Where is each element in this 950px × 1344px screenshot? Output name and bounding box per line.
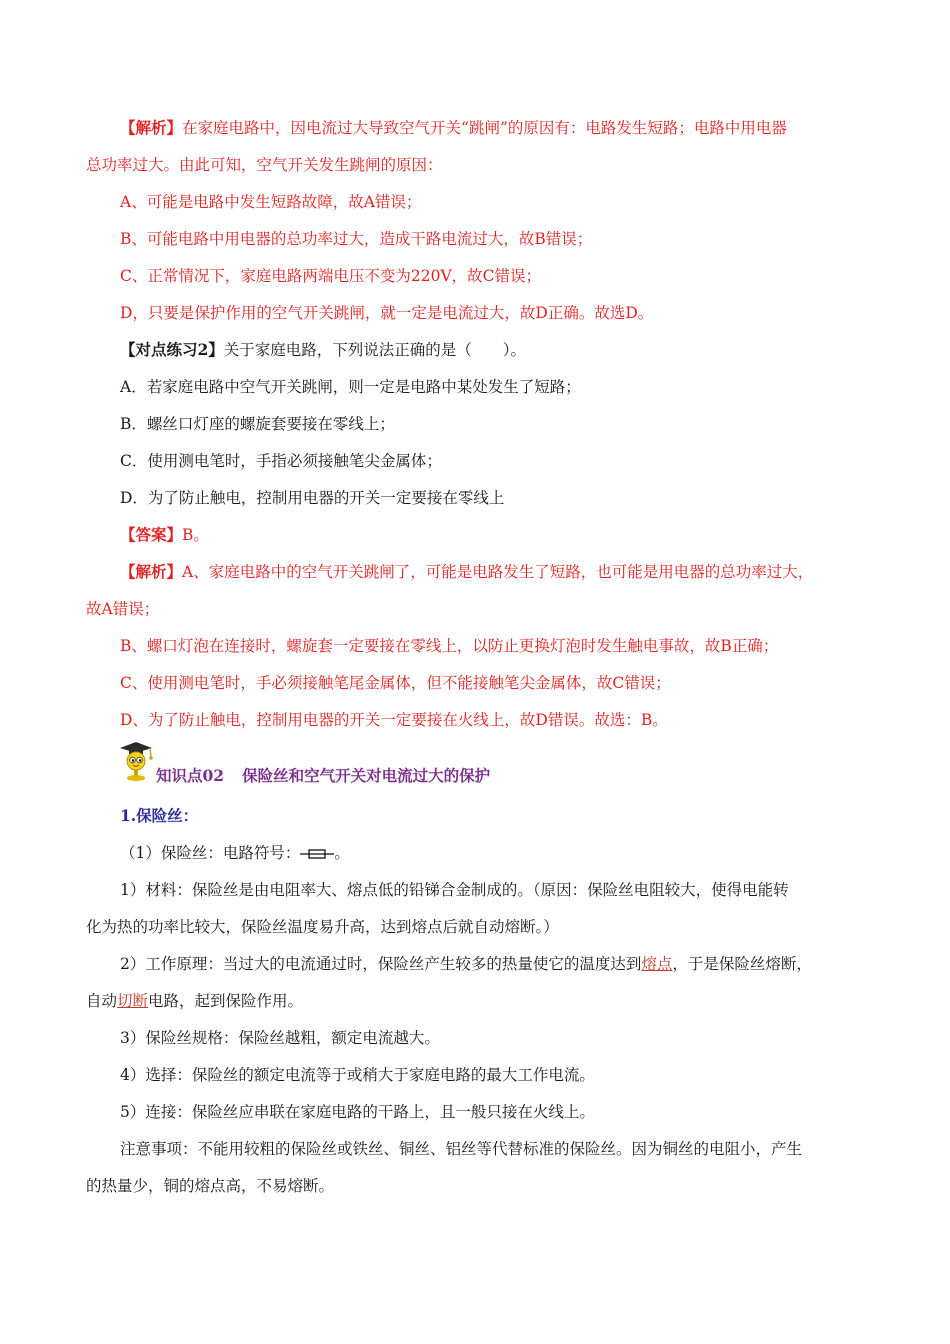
section-title: 保险丝和空气开关对电流过大的保护 bbox=[242, 766, 491, 785]
analysis1-label: 【解析】 bbox=[120, 118, 183, 137]
section-heading bbox=[156, 766, 490, 786]
analysis2-option-c: C、使用测电笔时，手必须接触笔尾金属体，但不能接触笔尖金属体，故C错误； bbox=[120, 674, 671, 692]
fuse-symbol-line: （1）保险丝：电路符号： 。 bbox=[120, 844, 350, 862]
fuse-symbol-icon bbox=[300, 848, 334, 860]
analysis1-line1: 【解析】在家庭电路中，因电流过大导致空气开关“跳闸”的原因有：电路发生短路；电路中用电器 bbox=[120, 118, 787, 137]
exercise2-answer: 【答案】B。 bbox=[120, 525, 209, 544]
analysis2-option-b: B、螺口灯泡在连接时，螺旋套一定要接在零线上，以防止更换灯泡时发生触电事故，故B正确； bbox=[120, 637, 779, 655]
fuse-material-line1: 1）材料：保险丝是由电阻率大、熔点低的铅锑合金制成的。（原因：保险丝电阻较大，使得电能转 bbox=[120, 881, 789, 899]
fuse-selection: 4）选择：保险丝的额定电流等于或稍大于家庭电路的最大工作电流。 bbox=[120, 1066, 595, 1084]
underlined-term-cut-off: 切断 bbox=[117, 992, 149, 1010]
analysis2-label: 【解析】 bbox=[120, 562, 183, 581]
analysis1-line2: 总功率过大。由此可知，空气开关发生跳闸的原因： bbox=[86, 156, 443, 174]
exercise2-question: 【对点练习2】关于家庭电路，下列说法正确的是（ ）。 bbox=[120, 340, 527, 359]
fuse-material-line2: 化为热的功率比较大，保险丝温度易升高，达到熔点后就自动熔断。） bbox=[86, 918, 559, 936]
analysis1-option-c: C、正常情况下，家庭电路两端电压不变为220V，故C错误； bbox=[120, 267, 541, 285]
scholar-mascot-icon bbox=[116, 740, 156, 782]
analysis1-option-d: D，只要是保护作用的空气开关跳闸，就一定是电流过大，故D正确。故选D。 bbox=[120, 304, 654, 322]
exercise2-option-a: A．若家庭电路中空气开关跳闸，则一定是电路中某处发生了短路； bbox=[120, 378, 581, 396]
fuse-principle-line1: 2）工作原理：当过大的电流通过时，保险丝产生较多的热量使它的温度达到熔点，于是保险丝熔断， bbox=[120, 955, 812, 973]
fuse-note-line1: 注意事项：不能用较粗的保险丝或铁丝、铜丝、铝丝等代替标准的保险丝。因为铜丝的电阻小，产生 bbox=[120, 1140, 803, 1158]
exercise2-label: 【对点练习2】 bbox=[120, 340, 224, 359]
fuse-spec: 3）保险丝规格：保险丝越粗，额定电流越大。 bbox=[120, 1029, 440, 1047]
fuse-principle-line2: 自动切断电路，起到保险作用。 bbox=[86, 992, 304, 1010]
section-number: 知识点02 bbox=[156, 766, 225, 785]
analysis2-line1: 【解析】A、家庭电路中的空气开关跳闸了，可能是电路发生了短路，也可能是用电器的总功率过大， bbox=[120, 562, 814, 581]
underlined-term-melting-point: 熔点 bbox=[641, 955, 673, 973]
fuse-heading: 1.保险丝： bbox=[120, 806, 199, 825]
analysis2-option-d: D、为了防止触电，控制用电器的开关一定要接在火线上，故D错误。故选：B。 bbox=[120, 711, 668, 729]
fuse-connection: 5）连接：保险丝应串联在家庭电路的干路上，且一般只接在火线上。 bbox=[120, 1103, 595, 1121]
answer-label: 【答案】 bbox=[120, 525, 183, 544]
fuse-note-line2: 的热量少，铜的熔点高，不易熔断。 bbox=[86, 1177, 335, 1195]
analysis1-option-a: A、可能是电路中发生短路故障，故A错误； bbox=[120, 193, 422, 211]
exercise2-option-d: D．为了防止触电，控制用电器的开关一定要接在零线上 bbox=[120, 489, 505, 507]
exercise2-option-b: B．螺丝口灯座的螺旋套要接在零线上； bbox=[120, 415, 395, 433]
exercise2-option-c: C．使用测电笔时，手指必须接触笔尖金属体； bbox=[120, 452, 442, 470]
analysis1-option-b: B、可能电路中用电器的总功率过大，造成干路电流过大，故B错误； bbox=[120, 230, 593, 248]
analysis2-line2: 故A错误； bbox=[86, 600, 160, 618]
